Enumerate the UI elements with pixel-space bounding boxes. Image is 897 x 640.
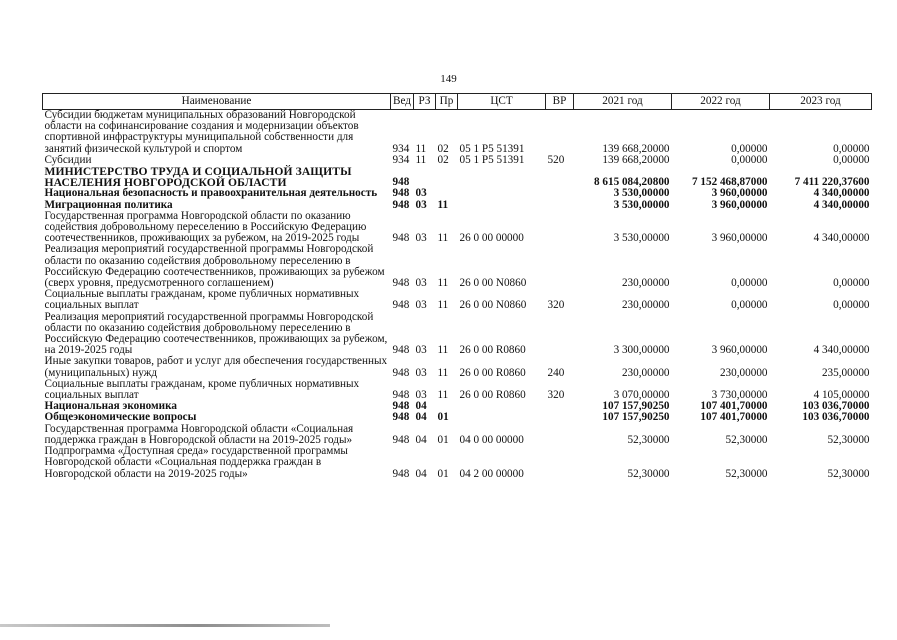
scan-edge-bar — [0, 624, 330, 627]
cell-y2023: 52,30000 — [827, 467, 870, 480]
cell-cst: 05 1 P5 51391 — [459, 153, 525, 166]
cell-y2023: 4 340,00000 — [813, 344, 870, 357]
cell-ved: 948 — [392, 366, 410, 379]
cell-vr — [546, 211, 574, 245]
cell-ved: 948 — [392, 176, 410, 189]
cell-rz: 03 — [415, 299, 427, 312]
cell-name: Субсидии бюджетам муниципальных образований Новгородской области на софинансирование создания и модернизации объектов спортивной инфраструктуры муниципальной собственности для занятий физической культурой и спортом — [44, 109, 359, 155]
cell-y2021: 230,00000 — [621, 299, 670, 312]
cell-pr: 02 — [437, 153, 449, 166]
cell-vr — [546, 200, 574, 211]
cell-ved: 948 — [392, 400, 410, 413]
table-row — [43, 446, 872, 480]
header-name: Наименование — [43, 94, 391, 110]
cell-pr: 11 — [437, 299, 449, 312]
cell-rz: 11 — [415, 153, 427, 166]
cell-cst — [458, 412, 546, 423]
cell-y2021: 3 070,00000 — [613, 389, 670, 402]
cell-ved: 948 — [392, 467, 410, 480]
cell-y2021: 107 157,90250 — [602, 411, 670, 424]
cell-rz: 03 — [415, 389, 427, 402]
cell-name: Иные закупки товаров, работ и услуг для обеспечения государственных (муниципальных) нужд — [44, 355, 388, 379]
cell-y2023: 4 105,00000 — [813, 389, 870, 402]
cell-y2022: 52,30000 — [725, 467, 768, 480]
cell-name: Миграционная политика — [44, 198, 173, 211]
cell-rz: 03 — [415, 232, 427, 245]
cell-pr: 11 — [437, 344, 449, 357]
cell-y2021: 3 530,00000 — [613, 187, 670, 200]
table-row — [43, 166, 872, 188]
cell-y2022: 7 152 468,87000 — [691, 176, 768, 189]
cell-name: Национальная экономика — [44, 400, 177, 413]
cell-y2021: 8 615 084,20800 — [593, 176, 670, 189]
cell-rz: 03 — [415, 187, 427, 200]
cell-cst — [458, 166, 546, 188]
cell-name: Субсидии — [44, 153, 92, 166]
cell-ved: 948 — [392, 344, 410, 357]
cell-y2021: 3 530,00000 — [613, 198, 670, 211]
cell-y2023: 0,00000 — [833, 299, 870, 312]
cell-rz: 04 — [415, 467, 427, 480]
table-row — [43, 412, 872, 423]
cell-y2021: 139 668,20000 — [602, 142, 670, 155]
cell-y2022: 230,00000 — [719, 366, 768, 379]
cell-y2023: 7 411 220,37600 — [794, 176, 870, 189]
cell-name: МИНИСТЕРСТВО ТРУДА И СОЦИАЛЬНОЙ ЗАЩИТЫ НАСЕЛЕНИЯ НОВГОРОДСКОЙ ОБЛАСТИ — [44, 165, 352, 190]
cell-name: Общеэкономические вопросы — [44, 411, 197, 424]
cell-vr: 320 — [547, 389, 565, 402]
cell-cst — [458, 200, 546, 211]
cell-vr — [546, 401, 574, 412]
cell-rz: 03 — [415, 366, 427, 379]
header-cst: ЦСТ — [458, 94, 546, 110]
cell-y2023: 4 340,00000 — [813, 198, 870, 211]
cell-ved: 948 — [392, 433, 410, 446]
cell-pr: 11 — [437, 366, 449, 379]
cell-ved: 948 — [392, 411, 410, 424]
cell-pr — [436, 188, 458, 199]
cell-y2023: 0,00000 — [833, 277, 870, 290]
cell-y2023: 103 036,70000 — [802, 400, 870, 413]
cell-y2022: 3 960,00000 — [711, 344, 768, 357]
header-2023: 2023 год — [770, 94, 872, 110]
cell-vr — [546, 424, 574, 446]
cell-y2023: 103 036,70000 — [802, 411, 870, 424]
cell-y2023: 235,00000 — [821, 366, 870, 379]
cell-rz: 04 — [415, 411, 427, 424]
cell-pr: 11 — [437, 198, 449, 211]
cell-pr: 01 — [437, 467, 449, 480]
cell-cst: 26 0 00 00000 — [459, 232, 524, 245]
cell-vr — [546, 244, 574, 289]
cell-ved: 948 — [392, 232, 410, 245]
cell-ved: 948 — [392, 389, 410, 402]
cell-name: Реализация мероприятий государственной программы Новгородской области по оказанию содействия добровольному переселению в Российскую Федерацию соотечественников, проживающих за рубежом, на 2019-2025 годы — [44, 310, 388, 357]
cell-rz: 03 — [415, 277, 427, 290]
cell-ved: 934 — [392, 142, 410, 155]
cell-y2021: 52,30000 — [627, 467, 670, 480]
cell-y2021: 230,00000 — [621, 366, 670, 379]
cell-name: Государственная программа Новгородской области «Социальная поддержка граждан в Новгородской области на 2019-2025 годы» — [44, 422, 354, 446]
table-row — [43, 289, 872, 311]
cell-y2021: 52,30000 — [627, 433, 670, 446]
cell-cst: 26 0 00 N0860 — [459, 277, 527, 290]
cell-cst: 26 0 00 R0860 — [459, 389, 526, 402]
cell-cst: 04 2 00 00000 — [459, 467, 524, 480]
cell-vr — [546, 412, 574, 423]
page-number: 149 — [440, 73, 457, 85]
cell-rz: 04 — [415, 400, 427, 413]
cell-vr: 240 — [547, 366, 565, 379]
cell-rz — [414, 166, 436, 188]
cell-y2023: 52,30000 — [827, 433, 870, 446]
cell-y2023: 0,00000 — [833, 142, 870, 155]
cell-y2022: 0,00000 — [731, 153, 768, 166]
cell-pr: 01 — [437, 433, 449, 446]
cell-name: Государственная программа Новгородской области по оказанию содействия добровольному переселению в Российскую Федерацию соотечественников, проживающих за рубежом, на 2019-2025 годы — [44, 209, 367, 245]
cell-cst: 26 0 00 R0860 — [459, 344, 526, 357]
cell-name: Подпрограмма «Доступная среда» государственной программы Новгородской области «Социальная поддержка граждан в Новгородской области на 2019-2025 годы» — [44, 445, 348, 480]
cell-y2022: 3 960,00000 — [711, 187, 768, 200]
cell-cst: 26 0 00 N0860 — [459, 299, 527, 312]
table-row — [43, 379, 872, 401]
cell-ved: 948 — [392, 277, 410, 290]
header-rz: РЗ — [414, 94, 436, 110]
cell-y2022: 107 401,70000 — [700, 400, 768, 413]
table-row — [43, 424, 872, 446]
cell-y2021: 139 668,20000 — [602, 153, 670, 166]
cell-cst: 05 1 P5 51391 — [459, 142, 525, 155]
cell-pr: 11 — [437, 389, 449, 402]
cell-y2021: 3 300,00000 — [613, 344, 670, 357]
table-row — [43, 110, 872, 155]
cell-cst — [458, 401, 546, 412]
budget-table — [42, 93, 872, 480]
header-2022: 2022 год — [672, 94, 770, 110]
cell-y2021: 3 530,00000 — [613, 232, 670, 245]
cell-vr — [546, 166, 574, 188]
cell-vr — [546, 312, 574, 357]
cell-vr — [546, 446, 574, 480]
cell-ved: 948 — [392, 198, 410, 211]
cell-rz: 03 — [415, 344, 427, 357]
cell-y2021: 230,00000 — [621, 277, 670, 290]
cell-y2023: 4 340,00000 — [813, 232, 870, 245]
cell-ved: 934 — [392, 153, 410, 166]
table-row — [43, 244, 872, 289]
cell-y2022: 3 960,00000 — [711, 232, 768, 245]
cell-pr: 11 — [437, 232, 449, 245]
header-2021: 2021 год — [574, 94, 672, 110]
cell-rz: 04 — [415, 433, 427, 446]
cell-y2022: 0,00000 — [731, 142, 768, 155]
cell-pr: 01 — [437, 411, 449, 424]
cell-name: Социальные выплаты гражданам, кроме публичных нормативных социальных выплат — [44, 288, 360, 312]
cell-rz: 03 — [415, 198, 427, 211]
table-row — [43, 211, 872, 245]
cell-y2022: 0,00000 — [731, 277, 768, 290]
cell-y2023: 0,00000 — [833, 153, 870, 166]
cell-y2022: 3 960,00000 — [711, 198, 768, 211]
cell-rz: 11 — [415, 142, 427, 155]
table-row — [43, 188, 872, 199]
cell-y2022: 0,00000 — [731, 299, 768, 312]
cell-vr: 520 — [547, 153, 565, 166]
cell-pr: 11 — [437, 277, 449, 290]
cell-pr — [436, 166, 458, 188]
cell-vr: 320 — [547, 299, 565, 312]
cell-name: Национальная безопасность и правоохранительная деятельность — [44, 187, 378, 200]
cell-cst: 26 0 00 R0860 — [459, 366, 526, 379]
cell-name: Реализация мероприятий государственной программы Новгородской области по оказанию содействия добровольному переселению в Российскую Федерацию соотечественников, проживающих за рубежом (сверх уровня, предусмотренного соглашением) — [44, 243, 385, 290]
cell-pr: 02 — [437, 142, 449, 155]
header-ved: Вед — [391, 94, 414, 110]
header-pr: Пр — [436, 94, 458, 110]
cell-vr — [546, 110, 574, 155]
table-row — [43, 312, 872, 357]
header-vr: ВР — [546, 94, 574, 110]
cell-y2022: 3 730,00000 — [711, 389, 768, 402]
cell-y2023: 4 340,00000 — [813, 187, 870, 200]
cell-y2021: 107 157,90250 — [602, 400, 670, 413]
table-header-row — [43, 94, 872, 110]
cell-ved: 948 — [392, 187, 410, 200]
cell-vr — [546, 188, 574, 199]
table-row — [43, 356, 872, 378]
cell-cst — [458, 188, 546, 199]
cell-cst: 04 0 00 00000 — [459, 433, 524, 446]
cell-y2022: 52,30000 — [725, 433, 768, 446]
cell-y2022: 107 401,70000 — [700, 411, 768, 424]
cell-name: Социальные выплаты гражданам, кроме публичных нормативных социальных выплат — [44, 377, 360, 402]
cell-ved: 948 — [392, 299, 410, 312]
